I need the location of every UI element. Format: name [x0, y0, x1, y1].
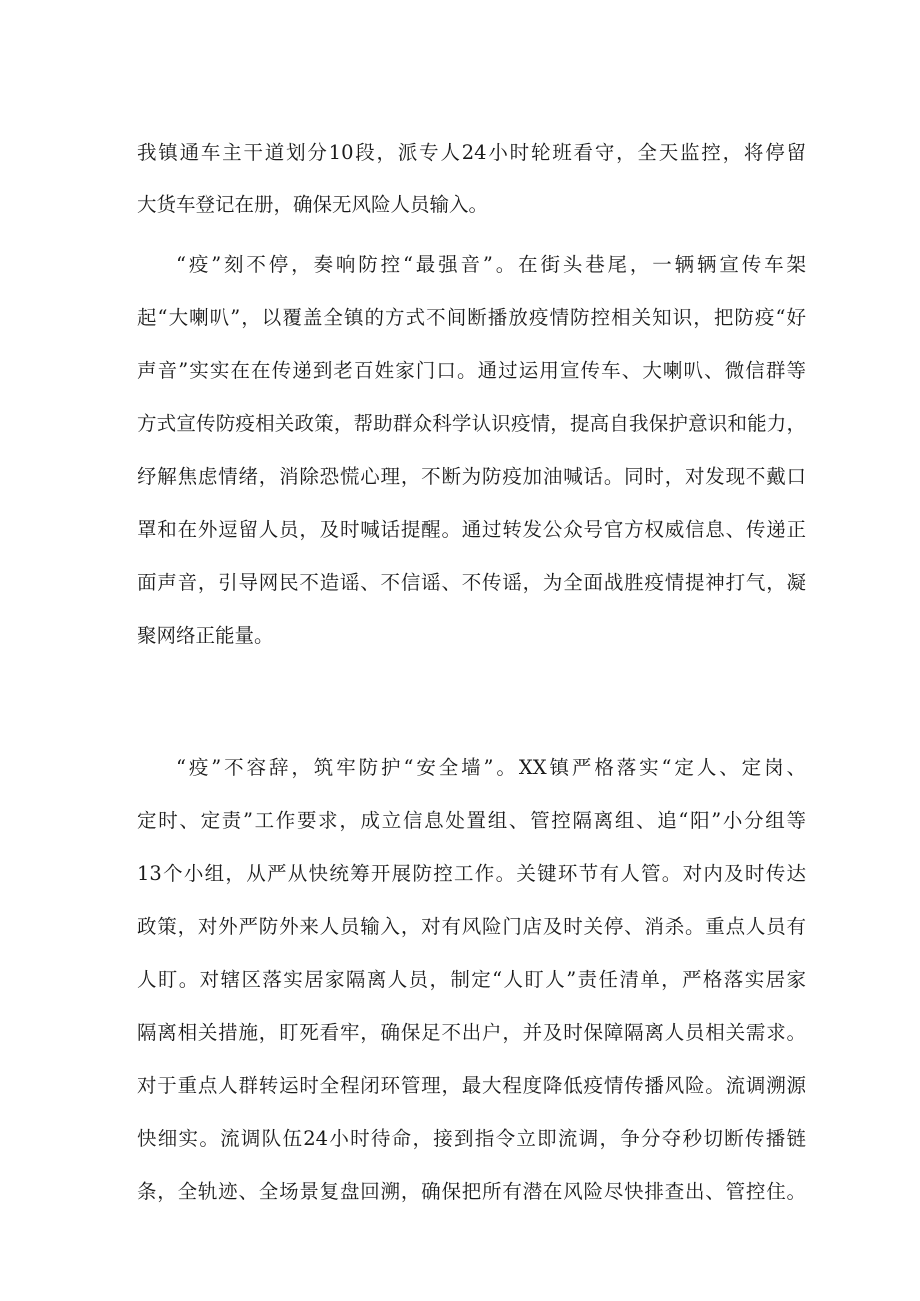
paragraph-line: 起“大喇叭”，以覆盖全镇的方式不间断播放疫情防控相关知识，把防疫“好: [137, 306, 806, 329]
paragraph-line: 政策，对外严防外来人员输入，对有风险门店及时关停、消杀。重点人员有: [137, 915, 806, 938]
paragraph-line: 13个小组，从严从快统筹开展防控工作。关键环节有人管。对内及时传达: [137, 862, 806, 885]
paragraph-line: 聚网络正能量。: [137, 624, 274, 647]
paragraph-line: 隔离相关措施，盯死看牢，确保足不出户，并及时保障隔离人员相关需求。: [137, 1021, 806, 1044]
paragraph-line: “疫”刻不停，奏响防控“最强音”。在街头巷尾，一辆辆宣传车架: [176, 253, 806, 276]
paragraph-line: 定时、定责”工作要求，成立信息处置组、管控隔离组、追“阳”小分组等: [137, 809, 806, 832]
paragraph-line: 大货车登记在册，确保无风险人员输入。: [137, 193, 489, 216]
paragraph-line: “疫”不容辞，筑牢防护“安全墙”。XX镇严格落实“定人、定岗、: [176, 756, 806, 779]
paragraph-line: 对于重点人群转运时全程闭环管理，最大程度降低疫情传播风险。流调溯源: [137, 1074, 806, 1097]
paragraph-line: 快细实。流调队伍24小时待命，接到指令立即流调，争分夺秒切断传播链: [137, 1127, 806, 1150]
paragraph-line: 我镇通车主干道划分10段，派专人24小时轮班看守，全天监控，将停留: [137, 141, 806, 164]
paragraph-line: 纾解焦虑情绪，消除恐慌心理，不断为防疫加油喊话。同时，对发现不戴口: [137, 465, 806, 488]
paragraph-line: 罩和在外逗留人员，及时喊话提醒。通过转发公众号官方权威信息、传递正: [137, 518, 806, 541]
paragraph-line: 人盯。对辖区落实居家隔离人员，制定“人盯人”责任清单，严格落实居家: [137, 968, 806, 991]
paragraph-line: 面声音，引导网民不造谣、不信谣、不传谣，为全面战胜疫情提神打气，凝: [137, 571, 806, 594]
paragraph-line: 声音”实实在在传递到老百姓家门口。通过运用宣传车、大喇叭、微信群等: [137, 359, 806, 382]
paragraph-line: 条，全轨迹、全场景复盘回溯，确保把所有潜在风险尽快排查出、管控住。: [137, 1180, 806, 1203]
paragraph-line: 方式宣传防疫相关政策，帮助群众科学认识疫情，提高自我保护意识和能力，: [137, 412, 806, 435]
